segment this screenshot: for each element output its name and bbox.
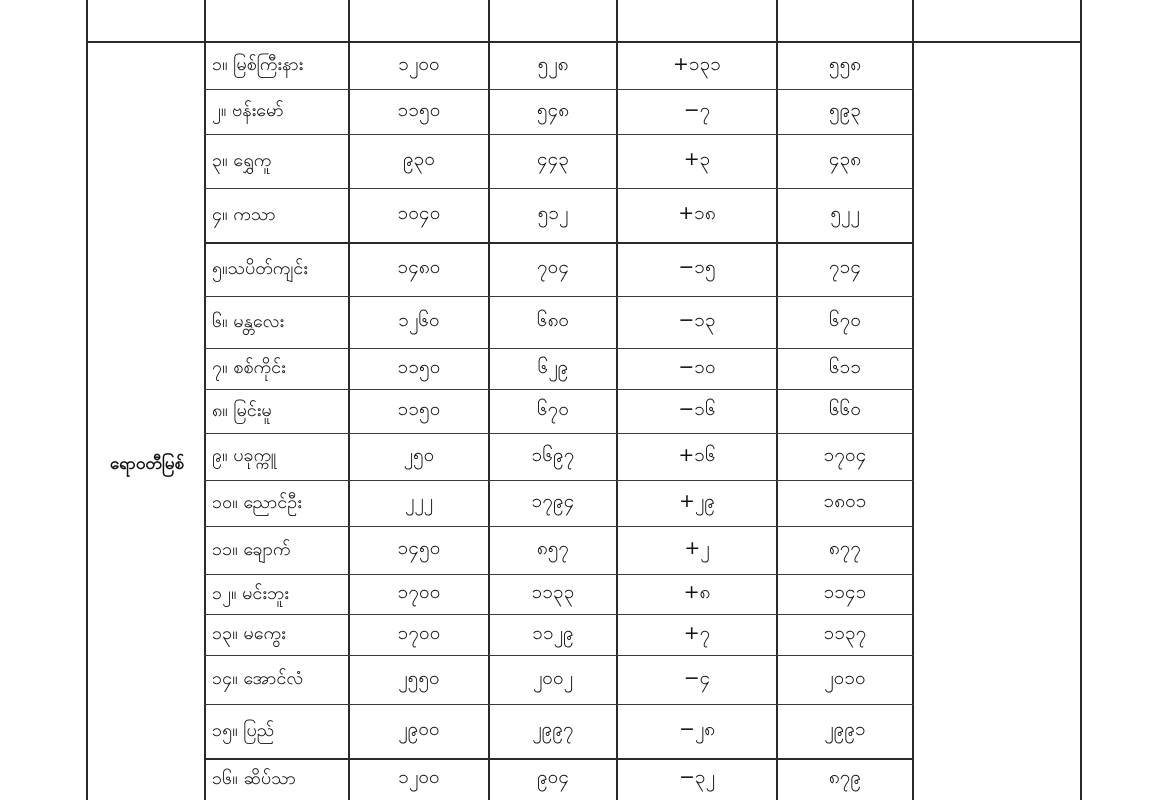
value-cell-c4: ၈၇၇ [828,537,862,559]
station-name-cell: ၂။ ဗန်းမော် [212,100,284,121]
value-cell-c2: ၁၇၉၄ [531,490,575,512]
station-name-cell: ၇။ စစ်ကိုင်း [212,357,286,378]
value-cell-c2: ၁၁၂၉ [532,621,574,644]
value-cell-c3: −၃၂ [679,766,715,788]
value-cell-c4: ၅၉၃ [828,98,862,121]
value-cell-c3: +၁၃၁ [673,52,721,75]
station-name-cell: ၁၃။ မကွေး [212,623,286,644]
value-cell-c3: +၂ [684,537,710,559]
value-cell-c3: +၁၆ [678,443,716,466]
value-cell-c1: ၉၃၀ [402,148,436,170]
value-cell-c1: ၁၇၀၀ [397,621,441,644]
station-name-cell: ၁၁။ ချောက် [212,538,291,560]
station-name-cell: ၁၅။ ပြည် [212,719,275,741]
value-cell-c2: ၈၅၇ [536,537,570,559]
value-cell-c2: ၁၆၉၇ [531,443,575,466]
value-cell-c1: ၁၄၅၀ [397,537,441,559]
station-name-cell: ၁၄။ အောင်လံ [212,668,304,689]
value-cell-c3: −၄ [683,666,711,689]
value-cell-c2: ၆၇၀ [536,398,570,420]
value-cell-c2: ၅၁၂ [537,202,569,224]
value-cell-c4: ၂၉၉၁ [824,718,866,740]
value-cell-c2: ၆၂၉ [537,355,569,378]
station-name-cell: ၆။ မန္တလေး [212,310,285,332]
value-cell-c2: ၄၄၃ [536,148,570,170]
value-cell-c1: ၁၁၅၀ [397,355,441,378]
station-name-cell: ၈။ မြင်းမူ [212,399,272,421]
value-cell-c1: ၁၂၆၀ [398,309,440,331]
value-cell-c2: ၇၀၄ [536,256,570,278]
value-cell-c4: ၆၇၀ [828,309,862,331]
value-cell-c4: ၆၁၁ [828,355,862,378]
value-cell-c1: ၁၂၀၀ [398,766,440,788]
value-cell-c1: ၂၂၂ [405,490,433,512]
station-name-cell: ၁၀။ ညောင်ဦး [212,491,302,513]
value-cell-c1: ၁၂၀၀ [398,52,440,75]
station-name-cell: ၃။ ရွှေကူ [212,149,272,171]
value-cell-c3: −၁၆ [678,398,716,420]
station-name-cell: ၁။ မြစ်ကြီးနား [212,54,304,75]
value-cell-c1: ၂၉၀၀ [398,718,440,740]
value-cell-c4: ၇၁၄ [828,256,862,278]
value-cell-c2: ၂၀၀၂ [532,666,574,689]
value-cell-c4: ၁၇၀၄ [823,443,867,466]
value-cell-c3: +၁၈ [678,202,716,224]
table-border-left [86,0,88,800]
value-cell-c2: ၂၉၉၇ [532,718,574,740]
value-cell-c1: ၂၅၅၀ [398,666,440,689]
value-cell-c1: ၁၁၅၀ [397,398,441,420]
value-cell-c4: ၄၃၈ [828,148,862,170]
value-cell-c3: +၂၉ [679,490,715,512]
station-name-cell: ၉။ ပခုက္ကူ [212,445,277,466]
value-cell-c1: ၁၇၀၀ [397,581,441,603]
value-cell-c2: ၉၀၄ [536,766,570,788]
value-cell-c4: ၁၈၀၁ [823,490,867,512]
value-cell-c4: ၅၂၂ [830,202,860,224]
value-cell-c3: −၂၈ [678,718,716,740]
station-name-cell: ၁၂။ မင်းဘူး [212,582,289,604]
value-cell-c2: ၆၈၀ [536,309,570,331]
station-name-cell: ၅။သပိတ်ကျင်း [212,257,308,279]
value-cell-c4: ၈၇၉ [828,766,862,788]
value-cell-c4: ၅၅၈ [828,52,862,75]
value-cell-c3: +၇ [683,621,711,644]
value-cell-c4: ၁၁၄၁ [823,581,867,603]
value-cell-c3: −၇ [683,98,711,121]
value-cell-c3: +၃ [683,148,711,170]
value-cell-c1: ၁၄၈၀ [397,256,441,278]
value-cell-c1: ၂၅၀ [403,443,435,466]
station-name-cell: ၁၆။ ဆိပ်သာ [212,767,296,789]
river-group-label: ရောဝတီမြစ် [109,453,185,474]
value-cell-c4: ၂၀၁၀ [824,666,866,689]
value-cell-c2: ၁၁၃၃ [531,581,575,603]
value-cell-c1: ၁၀၄၀ [397,202,441,224]
table-border-right [1080,0,1082,800]
column-divider [912,0,914,800]
value-cell-c4: ၁၁၃၇ [823,621,867,644]
value-cell-c3: +၈ [683,581,711,603]
value-cell-c4: ၆၆၀ [828,398,862,420]
value-cell-c3: −၁၀ [678,355,716,378]
value-cell-c1: ၁၁၅၀ [397,98,441,121]
value-cell-c2: ၅၂၈ [537,52,569,75]
value-cell-c3: −၁၃ [678,309,716,331]
value-cell-c2: ၅၄၈ [536,98,570,121]
value-cell-c3: −၁၅ [678,256,716,278]
station-name-cell: ၄။ ကသာ [212,203,276,225]
